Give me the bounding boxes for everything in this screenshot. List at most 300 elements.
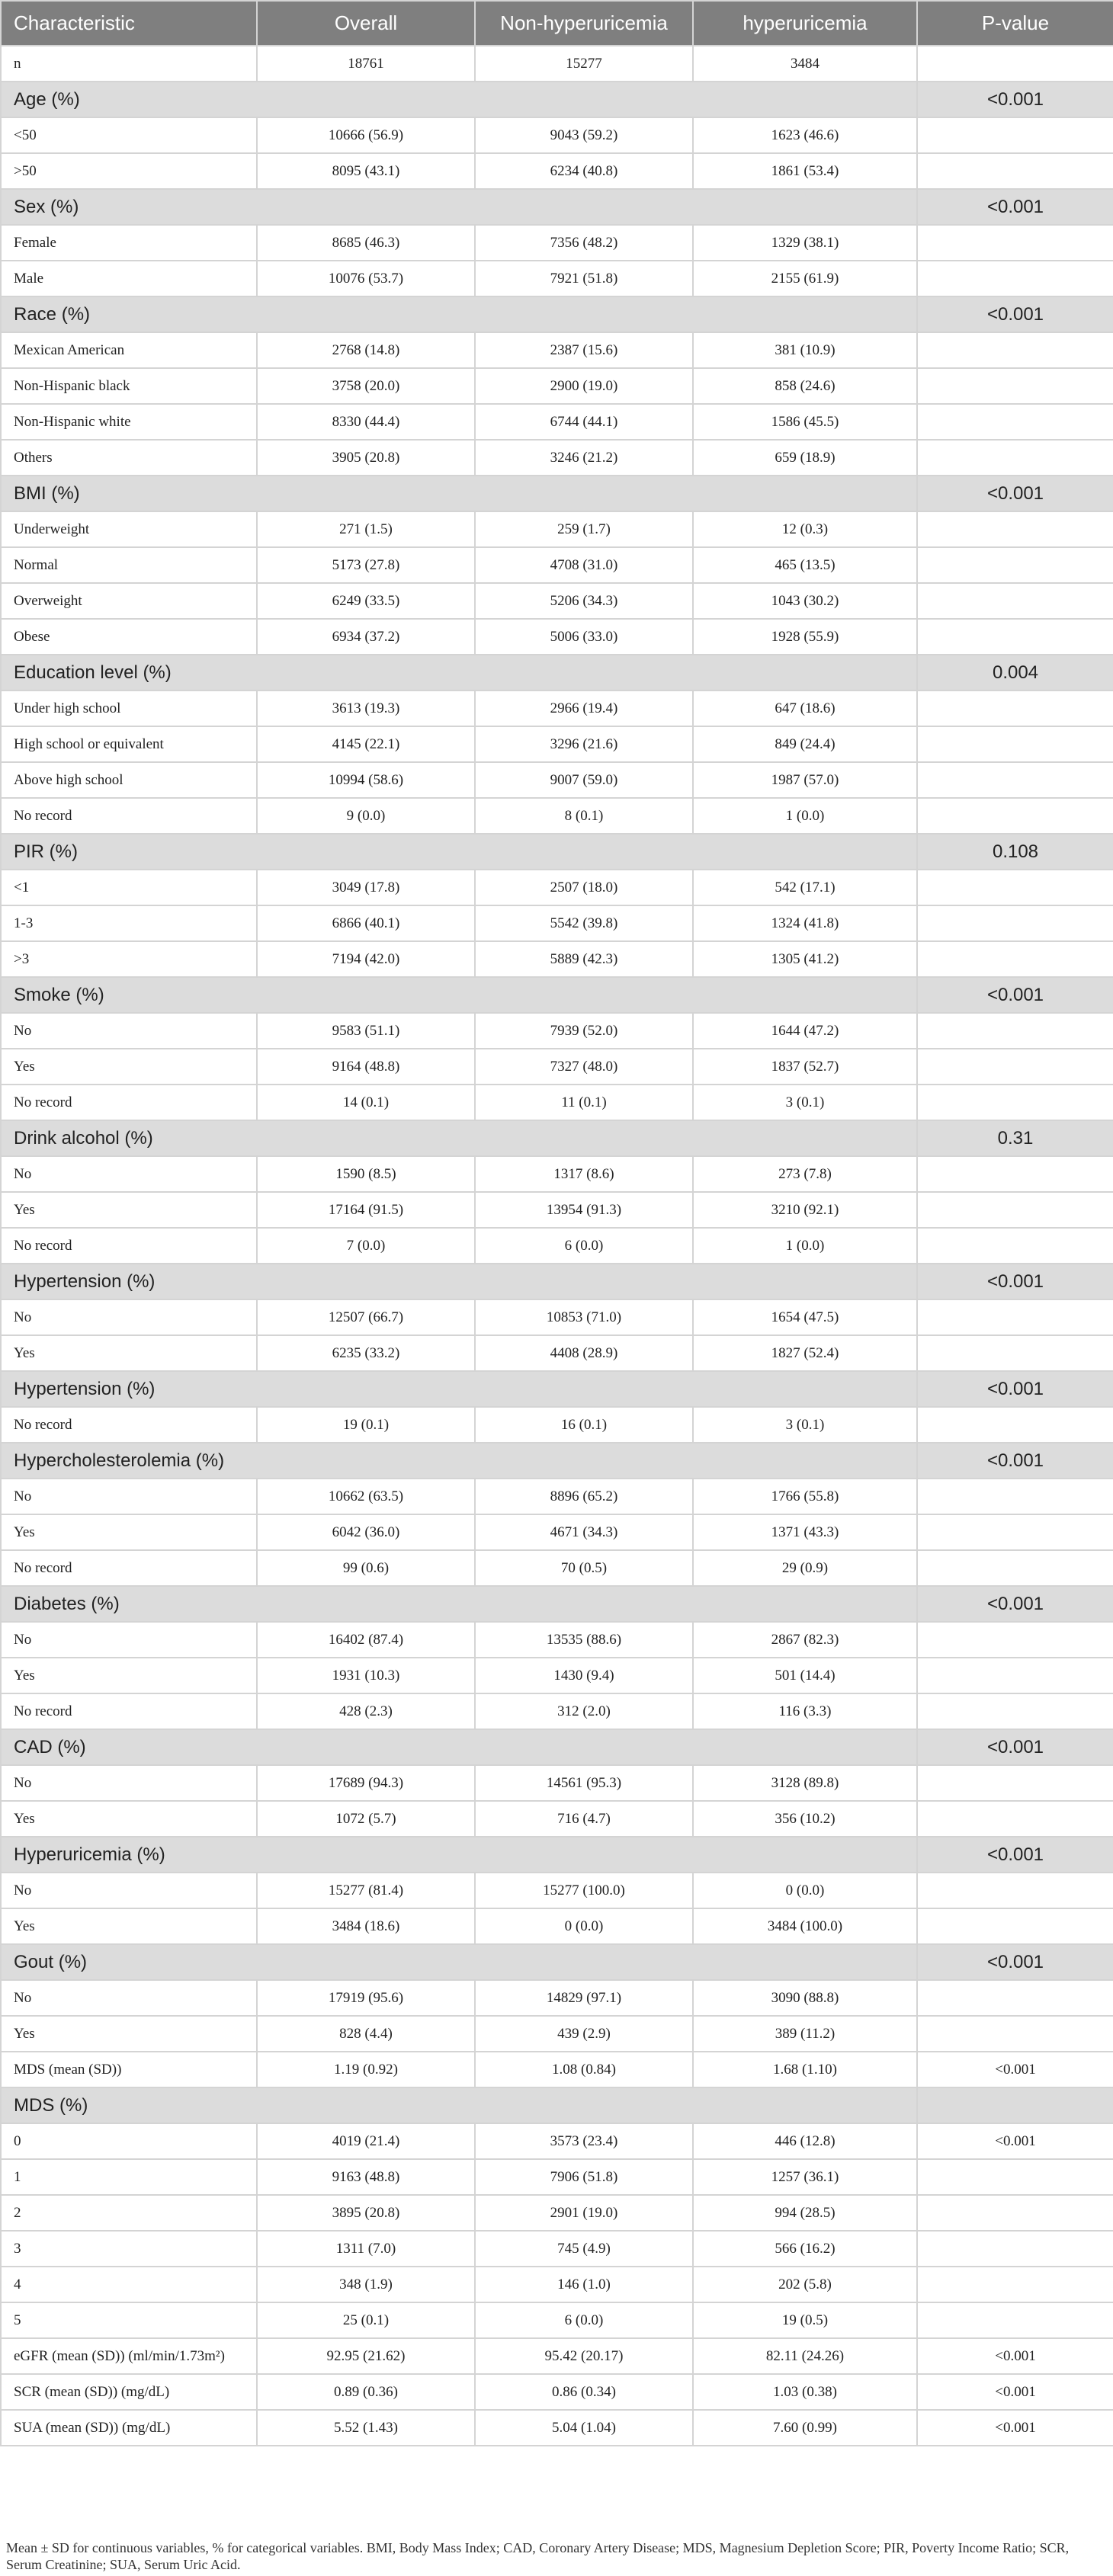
- p-value-cell: [917, 2267, 1113, 2302]
- p-value-cell: [917, 905, 1113, 941]
- row-label: Yes: [1, 1801, 257, 1837]
- non-hyperuricemia-cell: 0.86 (0.34): [475, 2374, 693, 2410]
- hyperuricemia-cell: 202 (5.8): [693, 2267, 917, 2302]
- p-value-cell: [917, 1514, 1113, 1550]
- non-hyperuricemia-cell: 95.42 (20.17): [475, 2338, 693, 2374]
- row-label: No record: [1, 1228, 257, 1264]
- table-header-row: [1, 1, 1113, 46]
- non-hyperuricemia-cell: 15277: [475, 46, 693, 82]
- p-value-cell: [917, 1622, 1113, 1658]
- row-label: No: [1, 1299, 257, 1335]
- non-hyperuricemia-cell: 5.04 (1.04): [475, 2410, 693, 2446]
- section-header-row: [1, 1586, 1113, 1622]
- non-hyperuricemia-cell: 14561 (95.3): [475, 1765, 693, 1801]
- non-hyperuricemia-cell: 10853 (71.0): [475, 1299, 693, 1335]
- hyperuricemia-cell: 356 (10.2): [693, 1801, 917, 1837]
- section-label: Age (%): [1, 82, 917, 117]
- table-row: [1, 2052, 1113, 2087]
- overall-cell: 16402 (87.4): [257, 1622, 475, 1658]
- hyperuricemia-cell: 858 (24.6): [693, 368, 917, 404]
- row-label: Mexican American: [1, 332, 257, 368]
- overall-cell: 9583 (51.1): [257, 1013, 475, 1049]
- row-label: No record: [1, 1693, 257, 1729]
- section-label: Drink alcohol (%): [1, 1120, 917, 1156]
- non-hyperuricemia-cell: 14829 (97.1): [475, 1980, 693, 2016]
- p-value-cell: [917, 1658, 1113, 1693]
- section-p-value: 0.004: [917, 655, 1113, 690]
- row-label: Female: [1, 225, 257, 261]
- p-value-cell: [917, 117, 1113, 153]
- row-label: No: [1, 1479, 257, 1514]
- non-hyperuricemia-cell: 13954 (91.3): [475, 1192, 693, 1228]
- table-row: [1, 1049, 1113, 1085]
- table-row: [1, 2016, 1113, 2052]
- table-row: [1, 332, 1113, 368]
- overall-cell: 19 (0.1): [257, 1407, 475, 1443]
- section-header-row: [1, 189, 1113, 225]
- section-header-row: [1, 1837, 1113, 1873]
- non-hyperuricemia-cell: 7921 (51.8): [475, 261, 693, 296]
- hyperuricemia-cell: 1766 (55.8): [693, 1479, 917, 1514]
- overall-cell: 2768 (14.8): [257, 332, 475, 368]
- section-label: CAD (%): [1, 1729, 917, 1765]
- non-hyperuricemia-cell: 13535 (88.6): [475, 1622, 693, 1658]
- row-label: No: [1, 1765, 257, 1801]
- section-header-row: [1, 2087, 1113, 2123]
- table-row: [1, 619, 1113, 655]
- section-p-value: <0.001: [917, 296, 1113, 332]
- section-p-value: 0.108: [917, 834, 1113, 870]
- non-hyperuricemia-cell: 70 (0.5): [475, 1550, 693, 1586]
- overall-cell: 17689 (94.3): [257, 1765, 475, 1801]
- hyperuricemia-cell: 1987 (57.0): [693, 762, 917, 798]
- hyperuricemia-cell: 1 (0.0): [693, 1228, 917, 1264]
- row-label: 4: [1, 2267, 257, 2302]
- hyperuricemia-cell: 3484: [693, 46, 917, 82]
- hyperuricemia-cell: 542 (17.1): [693, 870, 917, 905]
- table-row: [1, 1658, 1113, 1693]
- table-row: [1, 2267, 1113, 2302]
- overall-cell: 92.95 (21.62): [257, 2338, 475, 2374]
- table-row: [1, 46, 1113, 82]
- non-hyperuricemia-cell: 5006 (33.0): [475, 619, 693, 655]
- table-row: [1, 905, 1113, 941]
- table-row: [1, 941, 1113, 977]
- non-hyperuricemia-cell: 1317 (8.6): [475, 1156, 693, 1192]
- row-label: 0: [1, 2123, 257, 2159]
- table-row: [1, 1228, 1113, 1264]
- section-p-value: <0.001: [917, 1837, 1113, 1873]
- section-p-value: <0.001: [917, 1586, 1113, 1622]
- row-label: >3: [1, 941, 257, 977]
- row-label: Overweight: [1, 583, 257, 619]
- hyperuricemia-cell: 3 (0.1): [693, 1085, 917, 1120]
- p-value-cell: [917, 941, 1113, 977]
- row-label: Underweight: [1, 511, 257, 547]
- hyperuricemia-cell: 2155 (61.9): [693, 261, 917, 296]
- section-p-value: 0.31: [917, 1120, 1113, 1156]
- non-hyperuricemia-cell: 8 (0.1): [475, 798, 693, 834]
- table-row: [1, 117, 1113, 153]
- non-hyperuricemia-cell: 6 (0.0): [475, 2302, 693, 2338]
- table-row: [1, 1801, 1113, 1837]
- section-label: Smoke (%): [1, 977, 917, 1013]
- hyperuricemia-cell: 1644 (47.2): [693, 1013, 917, 1049]
- row-label: No: [1, 1622, 257, 1658]
- overall-cell: 8095 (43.1): [257, 153, 475, 189]
- table-row: [1, 1908, 1113, 1944]
- row-label: Others: [1, 440, 257, 476]
- row-label: Yes: [1, 1335, 257, 1371]
- non-hyperuricemia-cell: 716 (4.7): [475, 1801, 693, 1837]
- section-header-row: [1, 296, 1113, 332]
- hyperuricemia-cell: 1861 (53.4): [693, 153, 917, 189]
- p-value-cell: [917, 1693, 1113, 1729]
- overall-cell: 5173 (27.8): [257, 547, 475, 583]
- p-value-cell: <0.001: [917, 2338, 1113, 2374]
- hyperuricemia-cell: 0 (0.0): [693, 1873, 917, 1908]
- p-value-cell: [917, 1908, 1113, 1944]
- hyperuricemia-cell: 381 (10.9): [693, 332, 917, 368]
- section-header-row: [1, 1729, 1113, 1765]
- row-label: 1-3: [1, 905, 257, 941]
- overall-cell: 271 (1.5): [257, 511, 475, 547]
- non-hyperuricemia-cell: 1430 (9.4): [475, 1658, 693, 1693]
- non-hyperuricemia-cell: 9043 (59.2): [475, 117, 693, 153]
- overall-cell: 9 (0.0): [257, 798, 475, 834]
- section-p-value: [917, 2087, 1113, 2123]
- overall-cell: 6866 (40.1): [257, 905, 475, 941]
- section-label: Hypertension (%): [1, 1264, 917, 1299]
- section-p-value: <0.001: [917, 977, 1113, 1013]
- overall-cell: 99 (0.6): [257, 1550, 475, 1586]
- p-value-cell: [917, 368, 1113, 404]
- hyperuricemia-cell: 3128 (89.8): [693, 1765, 917, 1801]
- hyperuricemia-cell: 116 (3.3): [693, 1693, 917, 1729]
- hyperuricemia-cell: 659 (18.9): [693, 440, 917, 476]
- section-p-value: <0.001: [917, 189, 1113, 225]
- overall-cell: 4145 (22.1): [257, 726, 475, 762]
- table-row: [1, 261, 1113, 296]
- row-label: Male: [1, 261, 257, 296]
- section-label: Hyperuricemia (%): [1, 1837, 917, 1873]
- table-row: [1, 225, 1113, 261]
- table-row: [1, 583, 1113, 619]
- section-header-row: [1, 1120, 1113, 1156]
- p-value-cell: [917, 2231, 1113, 2267]
- row-label: No record: [1, 1085, 257, 1120]
- overall-cell: 10662 (63.5): [257, 1479, 475, 1514]
- hyperuricemia-cell: 566 (16.2): [693, 2231, 917, 2267]
- table-row: [1, 1335, 1113, 1371]
- hyperuricemia-cell: 465 (13.5): [693, 547, 917, 583]
- hyperuricemia-cell: 1043 (30.2): [693, 583, 917, 619]
- row-label: Normal: [1, 547, 257, 583]
- overall-cell: 1931 (10.3): [257, 1658, 475, 1693]
- section-label: Sex (%): [1, 189, 917, 225]
- hyperuricemia-cell: 1305 (41.2): [693, 941, 917, 977]
- p-value-cell: [917, 261, 1113, 296]
- overall-cell: 6235 (33.2): [257, 1335, 475, 1371]
- table-row: [1, 1156, 1113, 1192]
- non-hyperuricemia-cell: 15277 (100.0): [475, 1873, 693, 1908]
- hyperuricemia-cell: 1.03 (0.38): [693, 2374, 917, 2410]
- section-header-row: [1, 1944, 1113, 1980]
- row-label: MDS (mean (SD)): [1, 2052, 257, 2087]
- non-hyperuricemia-cell: 5206 (34.3): [475, 583, 693, 619]
- p-value-cell: [917, 1192, 1113, 1228]
- p-value-cell: [917, 798, 1113, 834]
- hyperuricemia-cell: 3 (0.1): [693, 1407, 917, 1443]
- non-hyperuricemia-cell: 745 (4.9): [475, 2231, 693, 2267]
- header-overall: Overall: [257, 1, 475, 46]
- non-hyperuricemia-cell: 0 (0.0): [475, 1908, 693, 1944]
- overall-cell: 3613 (19.3): [257, 690, 475, 726]
- non-hyperuricemia-cell: 5889 (42.3): [475, 941, 693, 977]
- overall-cell: 428 (2.3): [257, 1693, 475, 1729]
- table-row: [1, 1192, 1113, 1228]
- hyperuricemia-cell: 389 (11.2): [693, 2016, 917, 2052]
- overall-cell: 1.19 (0.92): [257, 2052, 475, 2087]
- row-label: 1: [1, 2159, 257, 2195]
- p-value-cell: [917, 46, 1113, 82]
- table-row: [1, 1479, 1113, 1514]
- header-non-hyperuricemia: Non-hyperuricemia: [475, 1, 693, 46]
- hyperuricemia-cell: 1827 (52.4): [693, 1335, 917, 1371]
- section-p-value: <0.001: [917, 1944, 1113, 1980]
- table-row: [1, 762, 1113, 798]
- section-p-value: <0.001: [917, 1264, 1113, 1299]
- table-row: [1, 440, 1113, 476]
- p-value-cell: [917, 1228, 1113, 1264]
- hyperuricemia-cell: 1586 (45.5): [693, 404, 917, 440]
- section-p-value: <0.001: [917, 82, 1113, 117]
- non-hyperuricemia-cell: 3246 (21.2): [475, 440, 693, 476]
- non-hyperuricemia-cell: 2966 (19.4): [475, 690, 693, 726]
- overall-cell: 7194 (42.0): [257, 941, 475, 977]
- section-label: Hypercholesterolemia (%): [1, 1443, 917, 1479]
- non-hyperuricemia-cell: 6 (0.0): [475, 1228, 693, 1264]
- p-value-cell: [917, 1013, 1113, 1049]
- table-row: [1, 1550, 1113, 1586]
- p-value-cell: <0.001: [917, 2052, 1113, 2087]
- p-value-cell: [917, 1049, 1113, 1085]
- section-label: Education level (%): [1, 655, 917, 690]
- row-label: No record: [1, 1407, 257, 1443]
- table-row: [1, 368, 1113, 404]
- non-hyperuricemia-cell: 5542 (39.8): [475, 905, 693, 941]
- row-label: Under high school: [1, 690, 257, 726]
- p-value-cell: <0.001: [917, 2410, 1113, 2446]
- non-hyperuricemia-cell: 259 (1.7): [475, 511, 693, 547]
- table-footnote: Mean ± SD for continuous variables, % for categorical variables. BMI, Body Mass Index; CAD, Coronary Artery Disease; MDS, Magnesium Depletion Score; PIR, Poverty Income Ratio; SCR, Serum Creatinine; SUA, Serum Uric Acid.: [6, 2540, 1070, 2572]
- overall-cell: 3905 (20.8): [257, 440, 475, 476]
- overall-cell: 7 (0.0): [257, 1228, 475, 1264]
- row-label: Yes: [1, 1658, 257, 1693]
- overall-cell: 17164 (91.5): [257, 1192, 475, 1228]
- hyperuricemia-cell: 12 (0.3): [693, 511, 917, 547]
- non-hyperuricemia-cell: 6234 (40.8): [475, 153, 693, 189]
- section-p-value: <0.001: [917, 1371, 1113, 1407]
- non-hyperuricemia-cell: 11 (0.1): [475, 1085, 693, 1120]
- non-hyperuricemia-cell: 2901 (19.0): [475, 2195, 693, 2231]
- p-value-cell: <0.001: [917, 2123, 1113, 2159]
- row-label: SCR (mean (SD)) (mg/dL): [1, 2374, 257, 2410]
- row-label: No record: [1, 1550, 257, 1586]
- hyperuricemia-cell: 7.60 (0.99): [693, 2410, 917, 2446]
- row-label: SUA (mean (SD)) (mg/dL): [1, 2410, 257, 2446]
- section-label: Race (%): [1, 296, 917, 332]
- table-row: [1, 153, 1113, 189]
- hyperuricemia-cell: 3090 (88.8): [693, 1980, 917, 2016]
- p-value-cell: [917, 404, 1113, 440]
- table-row: [1, 1013, 1113, 1049]
- overall-cell: 6042 (36.0): [257, 1514, 475, 1550]
- overall-cell: 6249 (33.5): [257, 583, 475, 619]
- non-hyperuricemia-cell: 2507 (18.0): [475, 870, 693, 905]
- row-label: Non-Hispanic black: [1, 368, 257, 404]
- hyperuricemia-cell: 1257 (36.1): [693, 2159, 917, 2195]
- overall-cell: 4019 (21.4): [257, 2123, 475, 2159]
- row-label: Above high school: [1, 762, 257, 798]
- non-hyperuricemia-cell: 2900 (19.0): [475, 368, 693, 404]
- p-value-cell: [917, 2159, 1113, 2195]
- hyperuricemia-cell: 1654 (47.5): [693, 1299, 917, 1335]
- row-label: Non-Hispanic white: [1, 404, 257, 440]
- p-value-cell: [917, 1085, 1113, 1120]
- table-row: [1, 726, 1113, 762]
- non-hyperuricemia-cell: 16 (0.1): [475, 1407, 693, 1443]
- row-label: Yes: [1, 1514, 257, 1550]
- section-p-value: <0.001: [917, 476, 1113, 511]
- non-hyperuricemia-cell: 4708 (31.0): [475, 547, 693, 583]
- table-row: [1, 1514, 1113, 1550]
- overall-cell: 8685 (46.3): [257, 225, 475, 261]
- overall-cell: 14 (0.1): [257, 1085, 475, 1120]
- overall-cell: 9163 (48.8): [257, 2159, 475, 2195]
- header-characteristic: Characteristic: [1, 1, 257, 46]
- table-row: [1, 690, 1113, 726]
- p-value-cell: [917, 1980, 1113, 2016]
- non-hyperuricemia-cell: 3573 (23.4): [475, 2123, 693, 2159]
- section-label: Hypertension (%): [1, 1371, 917, 1407]
- section-label: Diabetes (%): [1, 1586, 917, 1622]
- hyperuricemia-cell: 1 (0.0): [693, 798, 917, 834]
- p-value-cell: [917, 1873, 1113, 1908]
- section-p-value: <0.001: [917, 1729, 1113, 1765]
- p-value-cell: [917, 690, 1113, 726]
- row-label: No: [1, 1156, 257, 1192]
- hyperuricemia-cell: 3210 (92.1): [693, 1192, 917, 1228]
- hyperuricemia-cell: 446 (12.8): [693, 2123, 917, 2159]
- row-label: Yes: [1, 1049, 257, 1085]
- row-label: Obese: [1, 619, 257, 655]
- section-header-row: [1, 1443, 1113, 1479]
- non-hyperuricemia-cell: 7939 (52.0): [475, 1013, 693, 1049]
- non-hyperuricemia-cell: 4408 (28.9): [475, 1335, 693, 1371]
- table-row: [1, 2338, 1113, 2374]
- row-label: Yes: [1, 1192, 257, 1228]
- row-label: No: [1, 1980, 257, 2016]
- hyperuricemia-cell: 19 (0.5): [693, 2302, 917, 2338]
- table-row: [1, 1085, 1113, 1120]
- hyperuricemia-cell: 1837 (52.7): [693, 1049, 917, 1085]
- hyperuricemia-cell: 1324 (41.8): [693, 905, 917, 941]
- row-label: 2: [1, 2195, 257, 2231]
- p-value-cell: [917, 1765, 1113, 1801]
- table-row: [1, 1407, 1113, 1443]
- table-row: [1, 2410, 1113, 2446]
- overall-cell: 12507 (66.7): [257, 1299, 475, 1335]
- hyperuricemia-cell: 3484 (100.0): [693, 1908, 917, 1944]
- hyperuricemia-cell: 1928 (55.9): [693, 619, 917, 655]
- table-row: [1, 1622, 1113, 1658]
- overall-cell: 17919 (95.6): [257, 1980, 475, 2016]
- overall-cell: 6934 (37.2): [257, 619, 475, 655]
- row-label: Yes: [1, 2016, 257, 2052]
- hyperuricemia-cell: 647 (18.6): [693, 690, 917, 726]
- table-row: [1, 404, 1113, 440]
- table-row: [1, 2302, 1113, 2338]
- table-row: [1, 1980, 1113, 2016]
- section-header-row: [1, 1264, 1113, 1299]
- p-value-cell: [917, 2302, 1113, 2338]
- overall-cell: 1072 (5.7): [257, 1801, 475, 1837]
- p-value-cell: [917, 1801, 1113, 1837]
- row-label: No record: [1, 798, 257, 834]
- non-hyperuricemia-cell: 3296 (21.6): [475, 726, 693, 762]
- header-p-value: P-value: [917, 1, 1113, 46]
- overall-cell: 8330 (44.4): [257, 404, 475, 440]
- overall-cell: 9164 (48.8): [257, 1049, 475, 1085]
- table-row: [1, 870, 1113, 905]
- p-value-cell: [917, 440, 1113, 476]
- non-hyperuricemia-cell: 146 (1.0): [475, 2267, 693, 2302]
- hyperuricemia-cell: 501 (14.4): [693, 1658, 917, 1693]
- non-hyperuricemia-cell: 7356 (48.2): [475, 225, 693, 261]
- section-label: MDS (%): [1, 2087, 917, 2123]
- p-value-cell: [917, 1299, 1113, 1335]
- table-body: [1, 46, 1113, 2446]
- p-value-cell: <0.001: [917, 2374, 1113, 2410]
- non-hyperuricemia-cell: 7906 (51.8): [475, 2159, 693, 2195]
- overall-cell: 1311 (7.0): [257, 2231, 475, 2267]
- p-value-cell: [917, 870, 1113, 905]
- table-row: [1, 2123, 1113, 2159]
- overall-cell: 3049 (17.8): [257, 870, 475, 905]
- non-hyperuricemia-cell: 2387 (15.6): [475, 332, 693, 368]
- overall-cell: 18761: [257, 46, 475, 82]
- row-label: n: [1, 46, 257, 82]
- table-row: [1, 1693, 1113, 1729]
- section-label: PIR (%): [1, 834, 917, 870]
- p-value-cell: [917, 619, 1113, 655]
- non-hyperuricemia-cell: 6744 (44.1): [475, 404, 693, 440]
- section-header-row: [1, 834, 1113, 870]
- overall-cell: 1590 (8.5): [257, 1156, 475, 1192]
- p-value-cell: [917, 1407, 1113, 1443]
- overall-cell: 5.52 (1.43): [257, 2410, 475, 2446]
- section-label: BMI (%): [1, 476, 917, 511]
- row-label: High school or equivalent: [1, 726, 257, 762]
- p-value-cell: [917, 1479, 1113, 1514]
- overall-cell: 10994 (58.6): [257, 762, 475, 798]
- p-value-cell: [917, 762, 1113, 798]
- p-value-cell: [917, 1335, 1113, 1371]
- non-hyperuricemia-cell: 8896 (65.2): [475, 1479, 693, 1514]
- hyperuricemia-cell: 2867 (82.3): [693, 1622, 917, 1658]
- overall-cell: 15277 (81.4): [257, 1873, 475, 1908]
